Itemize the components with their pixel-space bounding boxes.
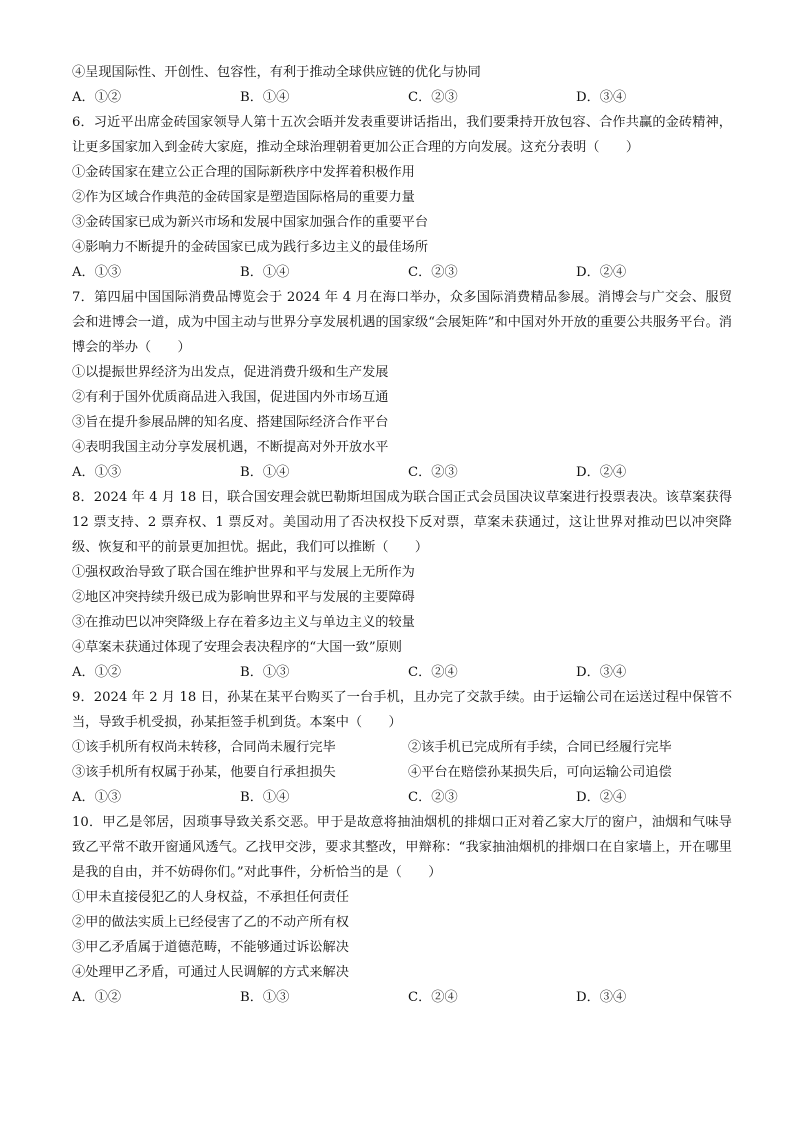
question-10 [72, 810, 732, 1010]
statement: ①该手机所有权尚未转移，合同尚未履行完毕 [72, 740, 336, 755]
choice-a[interactable]: A．①③ [72, 465, 122, 480]
statement: ①以提振世界经济为出发点，促进消费升级和生产发展 [72, 365, 389, 380]
choices-row [72, 985, 732, 1010]
statement: ④影响力不断提升的金砖国家已成为践行多边主义的最佳场所 [72, 240, 429, 255]
choice-b[interactable]: B．①④ [240, 90, 290, 105]
question-stem: 7．第四届中国国际消费品博览会于 2024 年 4 月在海口举办，众多国际消费精品参展。消博会与广交会、服贸会和进博会一道，成为中国主动与世界分享发展机遇的国家级“会展矩阵”和中国对外开放的重要公共服务平台。消博会的举办（ ） [72, 290, 732, 355]
choice-c[interactable]: C．②④ [408, 665, 458, 680]
choice-b[interactable]: B．①③ [240, 665, 290, 680]
choices-row [72, 460, 732, 485]
choice-a[interactable]: A．①③ [72, 265, 122, 280]
statement: ②有利于国外优质商品进入我国，促进国内外市场互通 [72, 390, 389, 405]
choice-d[interactable]: D．③④ [576, 990, 627, 1005]
choice-d[interactable]: D．③④ [576, 90, 627, 105]
statement: ②作为区域合作典范的金砖国家是塑造国际格局的重要力量 [72, 190, 415, 205]
exam-page [72, 60, 732, 1010]
choice-c[interactable]: C．②③ [408, 265, 458, 280]
statements-row [72, 735, 732, 760]
choice-d[interactable]: D．②④ [576, 465, 627, 480]
statement: ③旨在提升参展品牌的知名度、搭建国际经济合作平台 [72, 415, 389, 430]
choice-a[interactable]: A．①② [72, 990, 122, 1005]
choice-c[interactable]: C．②④ [408, 990, 458, 1005]
choices-row [72, 660, 732, 685]
question-5-tail [72, 60, 732, 110]
choices-row [72, 85, 732, 110]
statement: ③该手机所有权属于孙某，他要自行承担损失 [72, 765, 336, 780]
statement: ①强权政治导致了联合国在维护世界和平与发展上无所作为 [72, 565, 415, 580]
question-stem: 9．2024 年 2 月 18 日，孙某在某平台购买了一台手机，且办完了交款手续。由于运输公司在运送过程中保管不当，导致手机受损，孙某拒签手机到货。本案中（ ） [72, 690, 732, 730]
choice-b[interactable]: B．①④ [240, 465, 290, 480]
choice-a[interactable]: A．①③ [72, 790, 122, 805]
statement: ④呈现国际性、开创性、包容性，有利于推动全球供应链的优化与协同 [72, 65, 481, 80]
statement: ④草案未获通过体现了安理会表决程序的“大国一致”原则 [72, 640, 402, 655]
statement: ④平台在赔偿孙某损失后，可向运输公司追偿 [408, 765, 672, 780]
question-stem: 10．甲乙是邻居，因琐事导致关系交恶。甲于是故意将抽油烟机的排烟口正对着乙家大厅的窗户，油烟和气味导致乙平常不敢开窗通风透气。乙找甲交涉，要求其整改，甲辩称：“我家抽油烟机的排烟口在自家墙上，开在哪里是我的自由，并不妨碍你们。”对此事件，分析恰当的是（ ） [72, 815, 732, 880]
statements-row [72, 760, 732, 785]
choice-a[interactable]: A．①② [72, 90, 122, 105]
statement: ①甲未直接侵犯乙的人身权益，不承担任何责任 [72, 890, 349, 905]
statement: ②该手机已完成所有手续，合同已经履行完毕 [408, 740, 672, 755]
question-stem: 8．2024 年 4 月 18 日，联合国安理会就巴勒斯坦国成为联合国正式会员国决议草案进行投票表决。该草案获得 12 票支持、2 票弃权、1 票反对。美国动用了否决权投下反对票，草案未获通过，这让世界对推动巴以冲突降级、恢复和平的前景更加担忧。据此，我们可以推断（ ） [72, 490, 732, 555]
choice-c[interactable]: C．②③ [408, 90, 458, 105]
question-6 [72, 110, 732, 285]
question-8 [72, 485, 732, 685]
choices-row [72, 260, 732, 285]
statement: ④处理甲乙矛盾，可通过人民调解的方式来解决 [72, 965, 349, 980]
statement: ④表明我国主动分享发展机遇，不断提高对外开放水平 [72, 440, 389, 455]
choice-d[interactable]: D．③④ [576, 665, 627, 680]
statement: ③金砖国家已成为新兴市场和发展中国家加强合作的重要平台 [72, 215, 429, 230]
choice-c[interactable]: C．②③ [408, 465, 458, 480]
choice-d[interactable]: D．②④ [576, 790, 627, 805]
question-9 [72, 685, 732, 810]
statement: ②甲的做法实质上已经侵害了乙的不动产所有权 [72, 915, 349, 930]
choice-b[interactable]: B．①④ [240, 265, 290, 280]
choices-row [72, 785, 732, 810]
choice-c[interactable]: C．②③ [408, 790, 458, 805]
choice-b[interactable]: B．①④ [240, 790, 290, 805]
statement: ②地区冲突持续升级已成为影响世界和平与发展的主要障碍 [72, 590, 415, 605]
question-stem: 6．习近平出席金砖国家领导人第十五次会晤并发表重要讲话指出，我们要秉持开放包容、合作共赢的金砖精神，让更多国家加入到金砖大家庭，推动全球治理朝着更加公正合理的方向发展。这充分表明（ ） [72, 115, 732, 155]
question-7 [72, 285, 732, 485]
statement: ③在推动巴以冲突降级上存在着多边主义与单边主义的较量 [72, 615, 415, 630]
statement: ③甲乙矛盾属于道德范畴，不能够通过诉讼解决 [72, 940, 349, 955]
choice-d[interactable]: D．②④ [576, 265, 627, 280]
choice-a[interactable]: A．①② [72, 665, 122, 680]
choice-b[interactable]: B．①③ [240, 990, 290, 1005]
statement: ①金砖国家在建立公正合理的国际新秩序中发挥着积极作用 [72, 165, 415, 180]
